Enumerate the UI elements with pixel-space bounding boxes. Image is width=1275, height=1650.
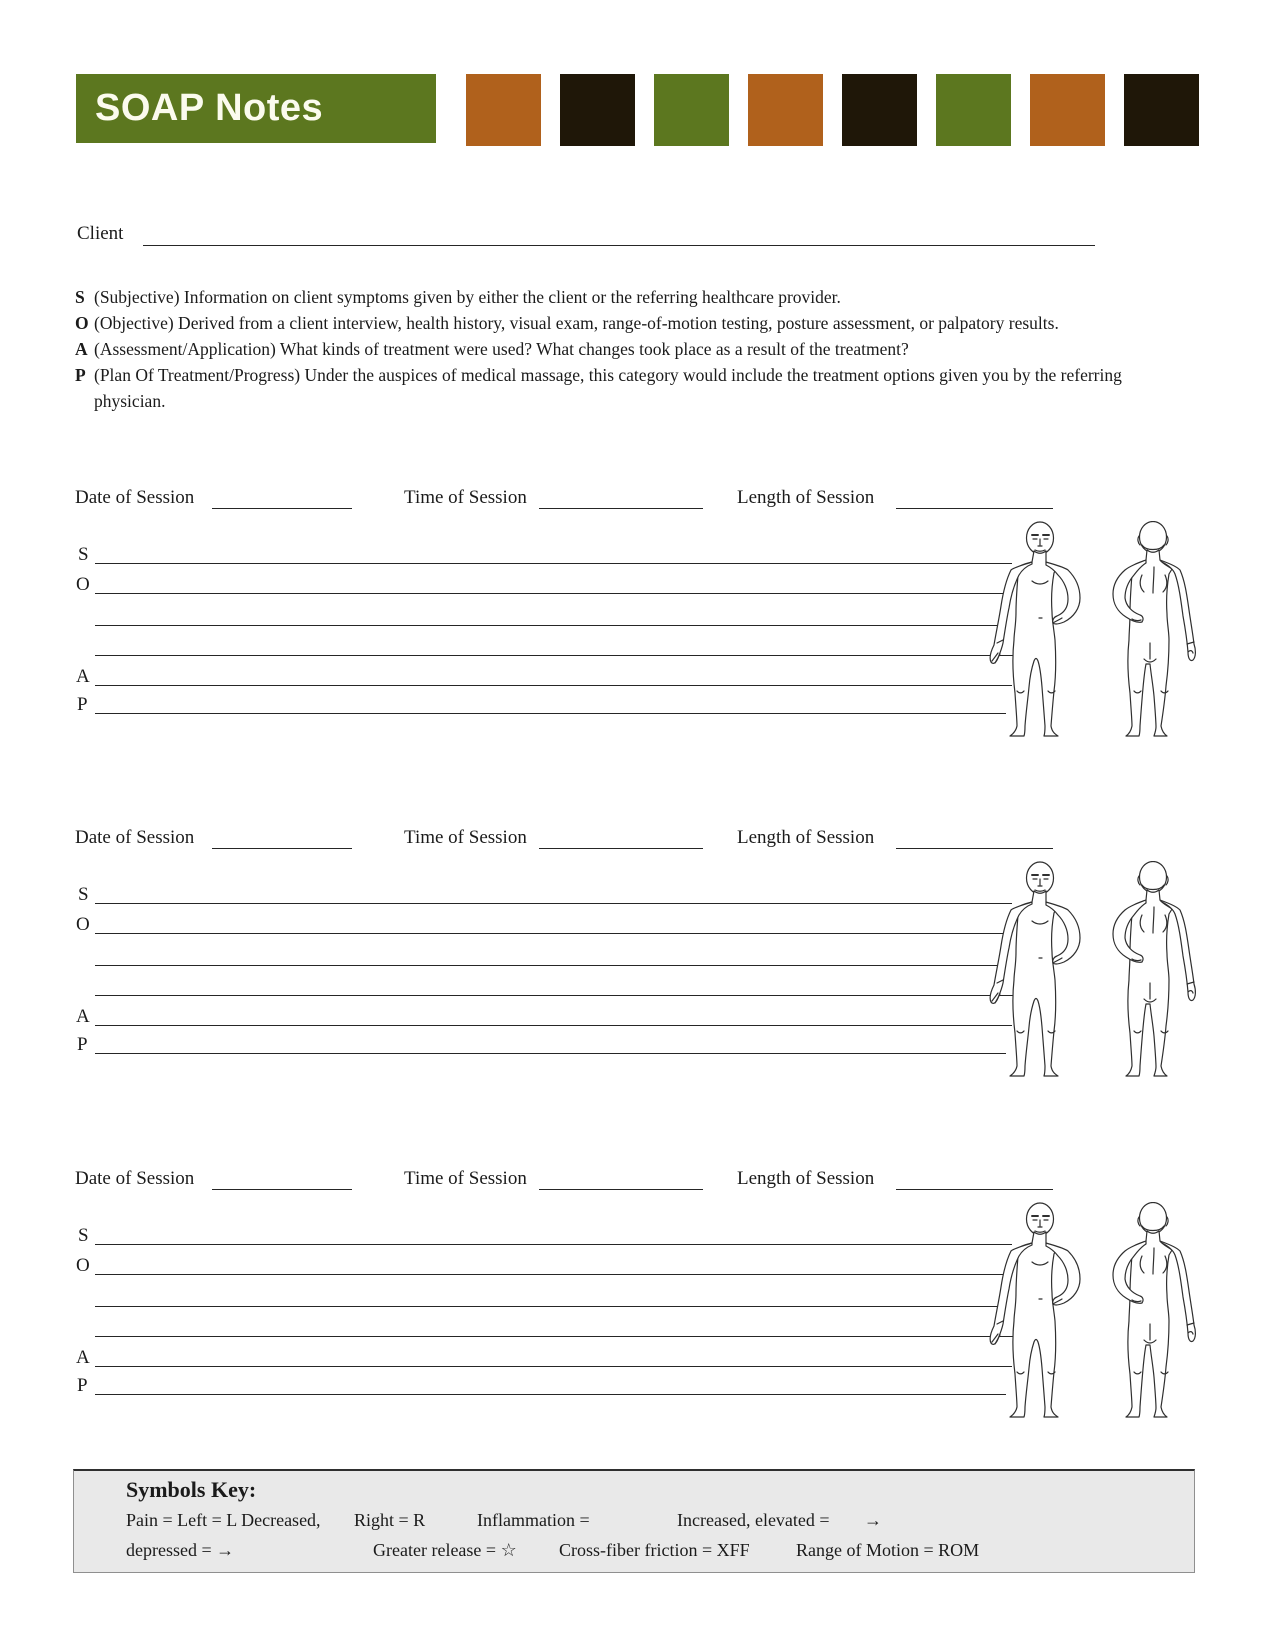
soap-o-line[interactable] bbox=[95, 933, 1012, 934]
header-square bbox=[1030, 74, 1105, 146]
length-of-session-label: Length of Session bbox=[737, 1168, 875, 1189]
back-body-figure bbox=[1098, 521, 1200, 737]
front-body-figure bbox=[988, 1202, 1090, 1418]
soap-s-label: S bbox=[78, 1225, 89, 1246]
length-of-session-label: Length of Session bbox=[737, 487, 875, 508]
soap-legend bbox=[75, 284, 1167, 414]
time-of-session-label: Time of Session bbox=[404, 827, 527, 848]
note-line[interactable] bbox=[95, 625, 1004, 626]
length-of-session-line[interactable] bbox=[896, 848, 1053, 849]
header-square bbox=[560, 74, 635, 146]
key-depressed: depressed = → bbox=[126, 1540, 235, 1560]
symbols-key-title: Symbols Key: bbox=[126, 1477, 257, 1502]
soap-a-label: A bbox=[76, 1006, 90, 1027]
header-square bbox=[842, 74, 917, 146]
note-line[interactable] bbox=[95, 1306, 1004, 1307]
back-body-figure bbox=[1098, 1202, 1200, 1418]
soap-s-label: S bbox=[78, 544, 89, 565]
header-square bbox=[936, 74, 1011, 146]
legend-text: (Assessment/Application) What kinds of treatment were used? What changes took place as a result of the treatment? bbox=[94, 339, 909, 359]
key-increased: Increased, elevated = bbox=[677, 1510, 830, 1530]
date-of-session-label: Date of Session bbox=[75, 487, 195, 508]
soap-o-line[interactable] bbox=[95, 593, 1012, 594]
time-of-session-line[interactable] bbox=[539, 508, 703, 509]
legend-letter: P bbox=[75, 365, 86, 385]
session-block-1 bbox=[0, 488, 1275, 748]
soap-o-label: O bbox=[76, 574, 90, 595]
session-block-2 bbox=[0, 828, 1275, 1088]
soap-p-label: P bbox=[77, 1034, 88, 1055]
header-square bbox=[466, 74, 541, 146]
length-of-session-label: Length of Session bbox=[737, 827, 875, 848]
key-cross-fiber: Cross-fiber friction = XFF bbox=[559, 1540, 750, 1560]
time-of-session-label: Time of Session bbox=[404, 487, 527, 508]
front-body-figure bbox=[988, 521, 1090, 737]
legend-item-subjective bbox=[75, 284, 1167, 310]
legend-item-assessment bbox=[75, 336, 1167, 362]
title-bar bbox=[76, 74, 436, 143]
length-of-session-line[interactable] bbox=[896, 508, 1053, 509]
key-increased-arrow-icon: → bbox=[864, 1510, 882, 1530]
client-label: Client bbox=[77, 223, 124, 244]
soap-p-label: P bbox=[77, 694, 88, 715]
page-title: SOAP Notes bbox=[95, 87, 324, 129]
legend-letter: S bbox=[75, 287, 85, 307]
time-of-session-label: Time of Session bbox=[404, 1168, 527, 1189]
key-greater-release: Greater release = ☆ bbox=[373, 1540, 517, 1560]
soap-a-label: A bbox=[76, 1347, 90, 1368]
legend-item-plan bbox=[75, 362, 1167, 414]
soap-s-line[interactable] bbox=[95, 903, 1012, 904]
date-of-session-line[interactable] bbox=[212, 848, 352, 849]
date-of-session-label: Date of Session bbox=[75, 1168, 195, 1189]
date-of-session-line[interactable] bbox=[212, 508, 352, 509]
back-body-figure bbox=[1098, 861, 1200, 1077]
header-square bbox=[654, 74, 729, 146]
note-line[interactable] bbox=[95, 965, 1004, 966]
soap-p-line[interactable] bbox=[95, 713, 1006, 714]
legend-text: (Objective) Derived from a client interview, health history, visual exam, range-of-motion testing, posture assessment, or palpatory results. bbox=[94, 313, 1059, 333]
length-of-session-line[interactable] bbox=[896, 1189, 1053, 1190]
soap-a-line[interactable] bbox=[95, 685, 1012, 686]
legend-letter: O bbox=[75, 313, 89, 333]
header-square bbox=[748, 74, 823, 146]
soap-p-line[interactable] bbox=[95, 1053, 1006, 1054]
key-inflammation: Inflammation = bbox=[477, 1510, 590, 1530]
soap-a-line[interactable] bbox=[95, 1366, 1012, 1367]
date-of-session-label: Date of Session bbox=[75, 827, 195, 848]
time-of-session-line[interactable] bbox=[539, 848, 703, 849]
note-line[interactable] bbox=[95, 995, 1027, 996]
client-name-line[interactable] bbox=[143, 245, 1095, 246]
legend-text: (Subjective) Information on client symptoms given by either the client or the referring healthcare provider. bbox=[94, 287, 841, 307]
date-of-session-line[interactable] bbox=[212, 1189, 352, 1190]
session-block-3 bbox=[0, 1169, 1275, 1429]
soap-a-label: A bbox=[76, 666, 90, 687]
symbols-key-box bbox=[73, 1469, 1195, 1573]
soap-p-line[interactable] bbox=[95, 1394, 1006, 1395]
note-line[interactable] bbox=[95, 1336, 1027, 1337]
soap-p-label: P bbox=[77, 1375, 88, 1396]
soap-s-line[interactable] bbox=[95, 1244, 1012, 1245]
legend-item-objective bbox=[75, 310, 1167, 336]
soap-s-line[interactable] bbox=[95, 563, 1012, 564]
legend-letter: A bbox=[75, 339, 88, 359]
soap-s-label: S bbox=[78, 884, 89, 905]
note-line[interactable] bbox=[95, 655, 1027, 656]
key-rom: Range of Motion = ROM bbox=[796, 1540, 980, 1560]
header-square bbox=[1124, 74, 1199, 146]
soap-a-line[interactable] bbox=[95, 1025, 1012, 1026]
legend-text: (Plan Of Treatment/Progress) Under the auspices of medical massage, this category would include the treatment options given you by the referring physician. bbox=[94, 365, 1122, 411]
key-right: Right = R bbox=[354, 1510, 426, 1530]
soap-o-label: O bbox=[76, 914, 90, 935]
key-pain: Pain = Left = L Decreased, bbox=[126, 1510, 321, 1530]
front-body-figure bbox=[988, 861, 1090, 1077]
time-of-session-line[interactable] bbox=[539, 1189, 703, 1190]
soap-o-line[interactable] bbox=[95, 1274, 1012, 1275]
soap-o-label: O bbox=[76, 1255, 90, 1276]
